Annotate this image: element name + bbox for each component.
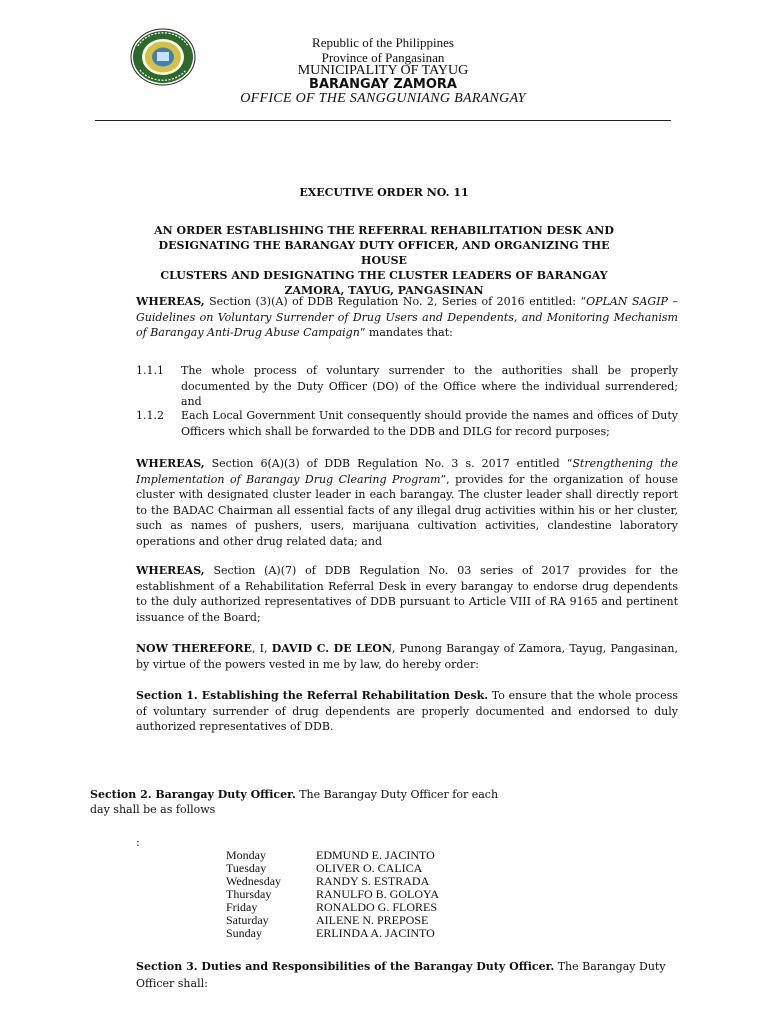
header-province: Province of Pangasinan: [321, 50, 445, 65]
duty-day: Saturday: [226, 913, 269, 927]
regulation-title: OPLAN SAGIP – Guidelines on Voluntary Surrender of Drug Users and Dependents, and Monitoring Mechanism of Barangay Anti-Drug Abuse Campaign: [136, 295, 678, 339]
duty-day: Friday: [226, 900, 258, 914]
header-office: OFFICE OF THE SANGGUNIANG BARANGAY: [240, 91, 526, 106]
duty-officer-name: RANULFO B. GOLOYA: [316, 887, 440, 901]
order-title-line: AN ORDER ESTABLISHING THE REFERRAL REHABILITATION DESK AND: [154, 224, 614, 237]
duty-officer-name: OLIVER O. CALICA: [316, 861, 423, 875]
header-divider: [95, 120, 671, 121]
duty-day: Sunday: [226, 926, 262, 940]
order-title-line: DESIGNATING THE BARANGAY DUTY OFFICER, AND ORGANIZING THE HOUSE: [158, 239, 610, 267]
whereas-text: Section 6(A)(3) of DDB Regulation No. 3 s. 2017 entitled “: [204, 457, 573, 470]
duty-day: Tuesday: [226, 861, 267, 875]
order-title-line: CLUSTERS AND DESIGNATING THE CLUSTER LEADERS OF BARANGAY: [160, 269, 608, 282]
section-3-text: The Barangay Duty Officer shall:: [136, 960, 666, 990]
regulation-title: Strengthening the Implementation of Barangay Drug Clearing Program: [136, 457, 679, 486]
whereas-text: ” mandates that:: [359, 326, 453, 339]
duty-officer-name: AILENE N. PREPOSE: [316, 913, 429, 927]
duty-officer-name: RONALDO G. FLORES: [316, 900, 438, 914]
executive-order-number: EXECUTIVE ORDER NO. 11: [299, 186, 469, 199]
header-barangay: BARANGAY ZAMORA: [309, 77, 457, 92]
whereas-clause-3: [136, 563, 678, 625]
whereas-clause-1: [136, 294, 678, 341]
whereas-lead: WHEREAS,: [136, 295, 205, 308]
section-1-text: To ensure that the whole process of voluntary surrender of drug dependents are properly documented and endorsed to duly authorized representatives of DDB.: [136, 689, 678, 733]
duty-officer-name: EDMUND E. JACINTO: [316, 848, 435, 862]
section-3-heading: Section 3. Duties and Responsibilities of the Barangay Duty Officer.: [136, 960, 555, 973]
section-2-heading: Section 2. Barangay Duty Officer.: [90, 788, 296, 801]
section-3: [136, 958, 678, 992]
item-number: 1.1.1: [136, 364, 164, 377]
item-text: Each Local Government Unit consequently should provide the names and offices of Duty Officers which shall be forwarded to the DDB and DILG for record purposes;: [181, 409, 678, 438]
punong-barangay-name: DAVID C. DE LEON: [271, 642, 392, 655]
section-2: [90, 787, 510, 817]
order-title: [140, 223, 628, 298]
duty-officer-name: RANDY S. ESTRADA: [316, 874, 430, 888]
list-colon: :: [136, 836, 140, 849]
section-1: [136, 688, 678, 735]
now-therefore-clause: [136, 641, 678, 672]
section-2-text: The Barangay Duty Officer for each day shall be as follows: [90, 788, 499, 816]
now-therefore-lead: NOW THEREFORE: [136, 642, 252, 655]
order-title-line: ZAMORA, TAYUG, PANGASINAN: [284, 284, 484, 297]
section-1-heading: Section 1. Establishing the Referral Rehabilitation Desk.: [136, 689, 489, 702]
duty-day: Monday: [226, 848, 266, 862]
clause-text: , I,: [251, 642, 272, 655]
header-republic: Republic of the Philippines: [312, 35, 454, 50]
duty-officer-name: ERLINDA A. JACINTO: [316, 926, 435, 940]
whereas-lead: WHEREAS,: [136, 457, 205, 470]
duty-day: Thursday: [226, 887, 272, 901]
header-municipality: MUNICIPALITY OF TAYUG: [297, 63, 469, 78]
whereas-lead: WHEREAS,: [136, 564, 205, 577]
item-number: 1.1.2: [136, 409, 164, 422]
whereas-clause-2: [136, 456, 678, 549]
whereas-text: Section (3)(A) of DDB Regulation No. 2, Series of 2016 entitled: “: [204, 295, 587, 308]
duty-day: Wednesday: [226, 874, 282, 888]
clause-text: , Punong Barangay of Zamora, Tayug, Pangasinan, by virtue of the powers vested in me by law, do hereby order:: [136, 642, 678, 671]
item-text: The whole process of voluntary surrender to the authorities shall be properly documented by the Duty Officer (DO) of the Office where the individual surrendered; and: [181, 364, 678, 408]
whereas-text: Section (A)(7) of DDB Regulation No. 03 series of 2017 provides for the establishment of a Rehabilitation Referral Desk in every barangay to endorse drug dependents to the duly authorized representatives of DDB pursuant to Article VIII of RA 9165 and pertinent issuance of the Board;: [136, 564, 678, 624]
whereas-text: ”, provides for the organization of house cluster with designated cluster leader in each barangay. The cluster leader shall directly report to the BADAC Chairman all essential facts of any illegal drug activities within his or her cluster, such as names of pushers, users, marijuana cultivation activities, clandestine laboratory operations and other drug related data; and: [136, 472, 678, 548]
